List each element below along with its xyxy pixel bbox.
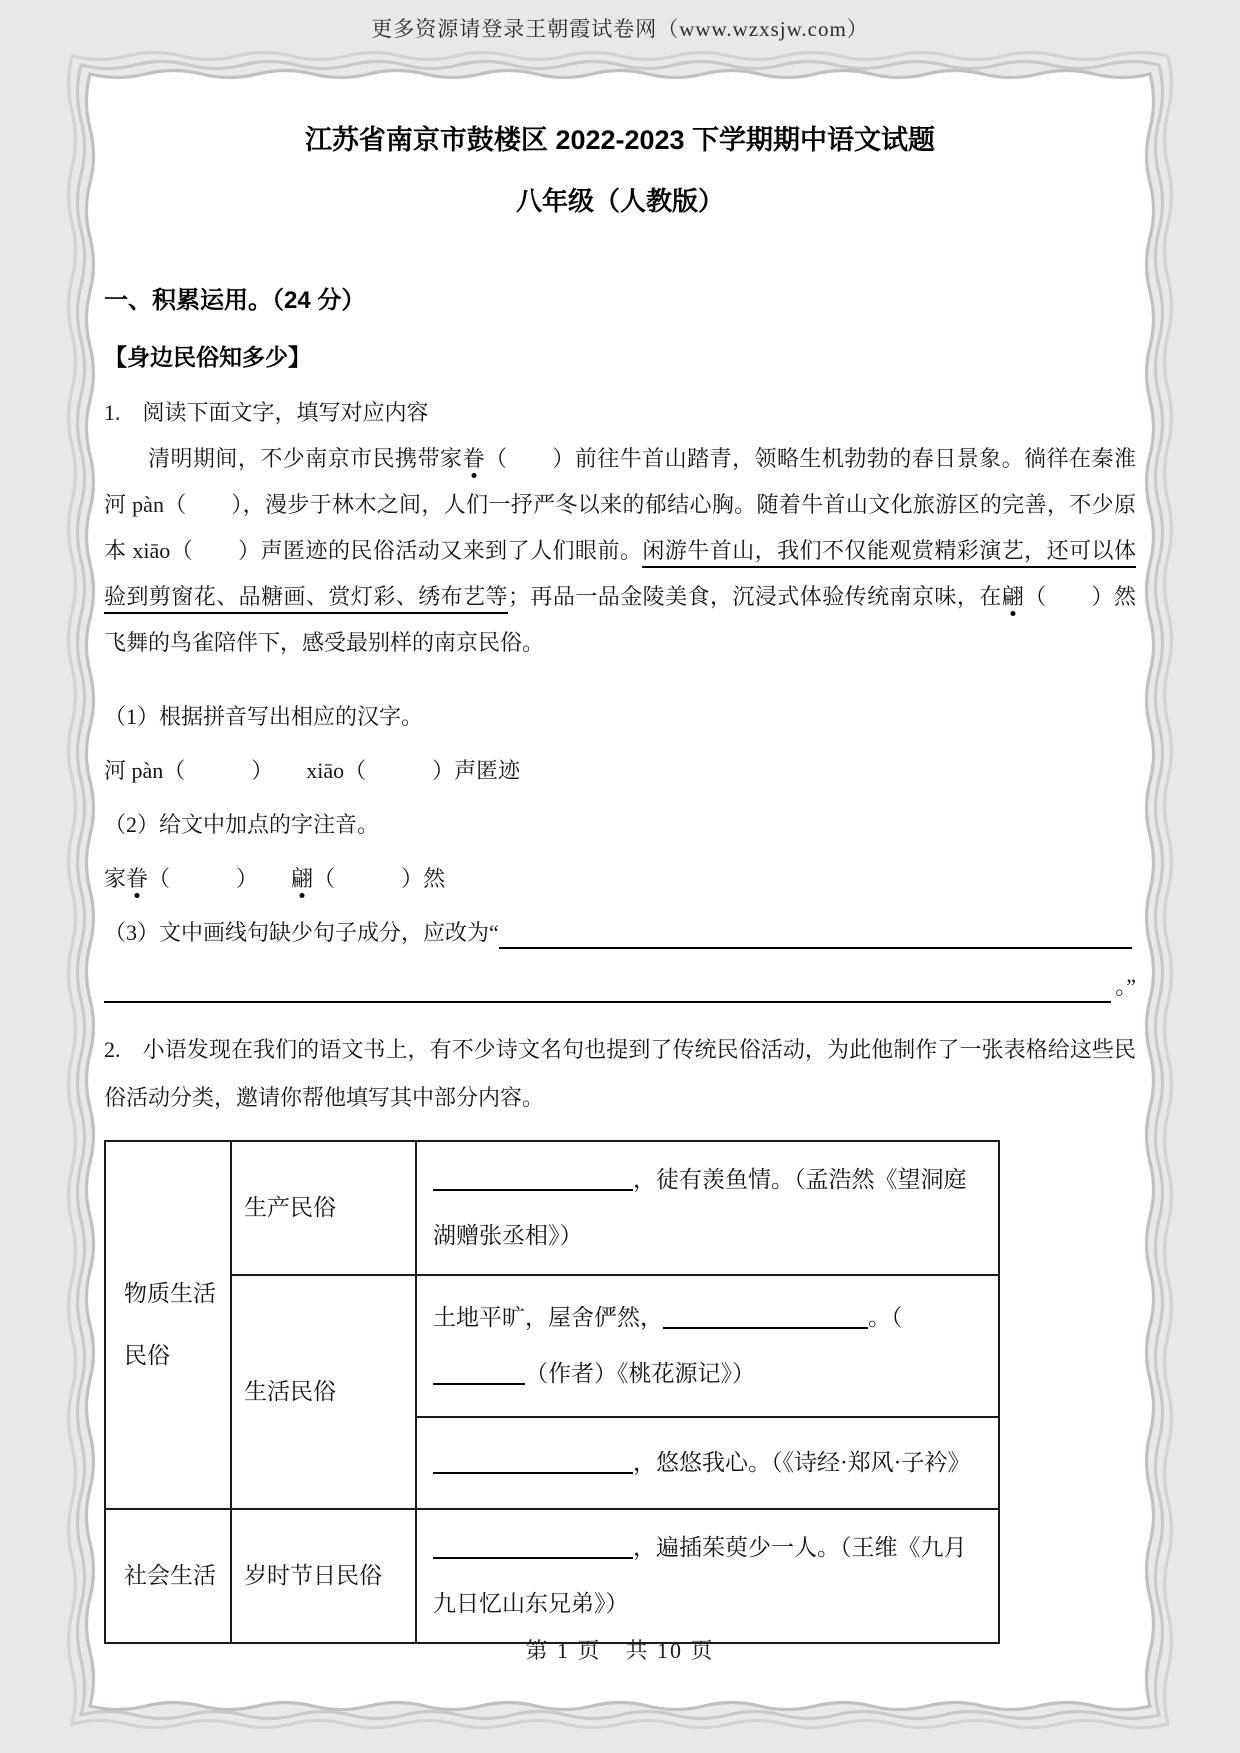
q1-sub-question-3-continuation <box>104 962 1136 1012</box>
q1-fill-line-2 <box>104 854 1136 904</box>
answer-blank <box>499 908 1136 958</box>
quote-text: 土地平旷，屋舍俨然， <box>433 1305 663 1330</box>
sub3-closing: 。” <box>1115 974 1136 999</box>
quote-cell-1 <box>416 1141 999 1275</box>
quote-cell-3 <box>416 1417 999 1509</box>
subcategory-seasonal-festival: 岁时节日民俗 <box>231 1509 416 1643</box>
table-row <box>105 1141 999 1275</box>
quote-cell-4 <box>416 1509 999 1643</box>
passage-text: ；再品一品金陵美食，沉浸式体验传统南京味，在 <box>507 584 1002 609</box>
page-content <box>0 118 1240 1644</box>
quote-text: （作者）《桃花源记》） <box>525 1361 755 1386</box>
answer-blank <box>433 1557 633 1559</box>
category-social-life: 社会生活 <box>105 1509 231 1643</box>
quote-text: ，遍插茱萸少一人。（王维《九月九日忆山东兄弟》） <box>433 1535 967 1616</box>
q1-fill-line-1: 河 pàn（ ） xiāo（ ）声匿迹 <box>104 758 521 783</box>
q1-passage <box>104 436 1136 666</box>
quote-cell-2 <box>416 1275 999 1417</box>
emphasized-char: 眷 <box>462 446 485 471</box>
page-footer: 第 1 页 共 10 页 <box>525 1638 715 1663</box>
q1-stem: 1. 阅读下面文字，填写对应内容 <box>104 400 429 425</box>
answer-blank <box>663 1327 868 1329</box>
passage-text: （ ）前往牛首山踏青，领略生机勃勃的春日景象。徜徉在秦淮河 pàn（ ），漫步于林木之间，人们一抒严冬以来的郁结心胸。随着牛首山文化旅游区的完善，不少原本 xiāo（ ）声匿迹的民俗活动又来到了人们眼前。 <box>104 446 1136 563</box>
fill-text: 家 <box>104 866 127 891</box>
answer-blank <box>433 1189 633 1191</box>
q1-sub-question-2: （2）给文中加点的字注音。 <box>104 812 380 837</box>
answer-blank <box>433 1383 525 1385</box>
answer-blank <box>104 962 1115 1012</box>
underlined-sentence: 闲游牛首山，我们不仅能观赏精彩演艺，还可以体验到剪窗花、品糖画、赏灯彩、绣布艺等 <box>104 538 1136 614</box>
page-title: 江苏省南京市鼓楼区 2022-2023 下学期期中语文试题 <box>304 125 936 155</box>
passage-text: 清明期间，不少南京市民携带家 <box>148 446 463 471</box>
emphasized-char: 翩 <box>291 866 314 891</box>
table-row <box>105 1275 999 1417</box>
category-material-life: 物质生活民俗 <box>105 1141 231 1509</box>
passage-text: （ ）然飞舞的鸟雀陪伴下，感受最别样的南京民俗。 <box>104 584 1136 655</box>
quote-text: ，徒有羡鱼情。（孟浩然《望洞庭湖赠张丞相》） <box>433 1167 967 1248</box>
section-heading: 一、积累运用。（24 分） <box>104 287 366 314</box>
page-subtitle: 八年级（人教版） <box>515 186 724 216</box>
answer-blank <box>433 1472 633 1474</box>
fill-text: （ ） <box>148 866 292 891</box>
quote-text: ，悠悠我心。（《诗经·郑风·子衿》 <box>633 1450 971 1475</box>
quote-text: 。（ <box>868 1305 903 1330</box>
q1-sub-question-3 <box>104 908 1136 958</box>
subcategory-production: 生产民俗 <box>231 1141 416 1275</box>
q2-stem: 2. 小语发现在我们的语文书上，有不少诗文名句也提到了传统民俗活动，为此他制作了一张表格给这些民俗活动分类，邀请你帮他填写其中部分内容。 <box>104 1037 1136 1110</box>
emphasized-char: 眷 <box>126 866 149 891</box>
sub3-text: （3）文中画线句缺少句子成分，应改为“ <box>104 920 499 945</box>
q2-folk-customs-table <box>104 1140 1000 1644</box>
q1-sub-question-1: （1）根据拼音写出相应的汉字。 <box>104 704 424 729</box>
fill-text: （ ）然 <box>313 866 446 891</box>
header-note: 更多资源请登录王朝霞试卷网（www.wzxsjw.com） <box>371 17 869 41</box>
subcategory-daily-life: 生活民俗 <box>231 1275 416 1509</box>
topic-tag: 【身边民俗知多少】 <box>104 344 311 370</box>
table-row <box>105 1509 999 1643</box>
emphasized-char: 翩 <box>1001 584 1025 609</box>
